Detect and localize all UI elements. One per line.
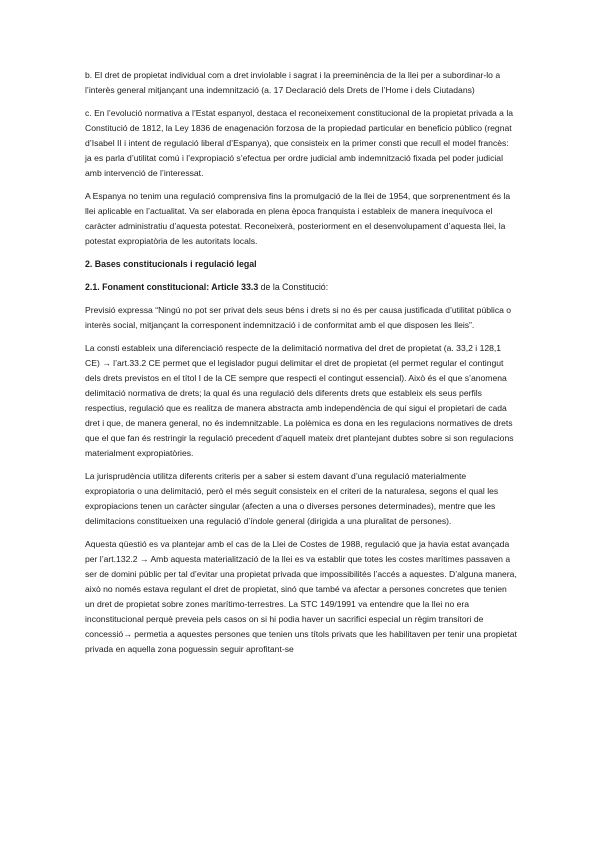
section-heading-2-1 [85,280,517,295]
heading-2-1-normal: de la Constitució: [258,282,329,292]
paragraph-jurisprudencia: La jurisprudència utilitza diferents criteris per a saber si estem davant d’una regulació materialmente expropiatoria o una delimitació, però el més seguit consisteix en el criteri de la naturalesa, segons el qual les expropiacions tenen un caràcter singular (afecten a una o diverses persones determinades), mentre que les delimitacions constitueixen una regulació d’índole general (dirigida a una pluralitat de persones). [85,471,499,526]
paragraph-questio: Aquesta qüestió es va plantejar amb el cas de la Llei de Costes de 1988, regulació que ja havia estat avançada per l’art.132.2 → Amb aquesta materialització de la llei es va establir que totes les costes marítimes passaven a ser de domini públic per tal d’evitar una propietat privada que impossibilités l’accés a aquestes. D’alguna manera, això no només estava regulant el dret de propietat, sinó que també va afectar a persones concretes que tenien un dret de propietat sobre zones marítimo-terrestres. La STC 149/1991 va entendre que la llei no era inconstitucional perquè preveia pels casos on si hi podia haver un sacrifici especial un règim transitori de concessió→ permetia a aquestes persones que tenien uns títols privats que les habilitaven per tenir una propietat privada en aquella zona poguessin seguir aprofitant-se [85,539,517,654]
paragraph-c: c. En l’evolució normativa a l’Estat espanyol, destaca el reconeixement constitucional de la propietat privada a la Constitució de 1812, la Ley 1836 de enagenación forzosa de la propiedad particular en beneficio público (regnat d’Isabel II i intent de regulació liberal d’Espanya), que consisteix en la primer consti que recull el model francès: ja es parla d’utilitat comú i l’expropiació s’efectua per ordre judicial amb indemnització fixada pel poder judicial amb intervenció de l’interessat. [85,108,514,178]
paragraph-previsio: Previsió expressa “Ningú no pot ser privat dels seus béns i drets si no és per causa justificada d’utilitat pública o interès social, mitjançant la corresponent indemnització i de conformitat amb el que disposen les lleis”. [85,305,512,330]
paragraph-espanya: A Espanya no tenim una regulació comprensiva fins la promulgació de la llei de 1954, que sorprenentment és la llei aplicable en l’actualitat. Va ser elaborada en plena època franquista i estableix de manera inequívoca el caràcter administratiu d’aquesta potestat. Reconeixerà, posteriorment en el desenvolupament d’aquesta llei, la potestat expropiatòria de les autoritats locals. [85,191,511,246]
paragraph-b: b. El dret de propietat individual com a dret inviolable i sagrat i la preeminència de la llei per a subordinar-lo a l’interès general mitjançant una indemnització (a. 17 Declaració dels Drets de l’Home i dels Ciutadans) [85,70,501,95]
paragraph-consti: La consti estableix una diferenciació respecte de la delimitació normativa del dret de propietat (a. 33,2 i 128,1 CE) → l’art.33.2 CE permet que el legislador pugui delimitar el dret de propietat (el permet regular el contingut dels drets previstos en el títol I de la CE sempre que respecti el contingut essencial). Això és el que s’anomena delimitació normativa de drets; la qual és una regulació dels diferents drets que estableix els seus perfils respectius, regulació que es realitza de manera abstracta amb independència de qui sigui el propietari de cada dret i que, de manera general, no és indemnitzable. La polèmica es dona en les regulacions normatives de drets que el que fan és restringir la regulació precedent d’aquell mateix dret plantejant dubtes sobre si son regulacions materialment expropiatòries. [85,343,514,458]
section-heading-2: 2. Bases constitucionals i regulació legal [85,259,257,269]
heading-2-1-bold: 2.1. Fonament constitucional: Article 33.3 [85,282,259,292]
document-page [85,68,517,665]
